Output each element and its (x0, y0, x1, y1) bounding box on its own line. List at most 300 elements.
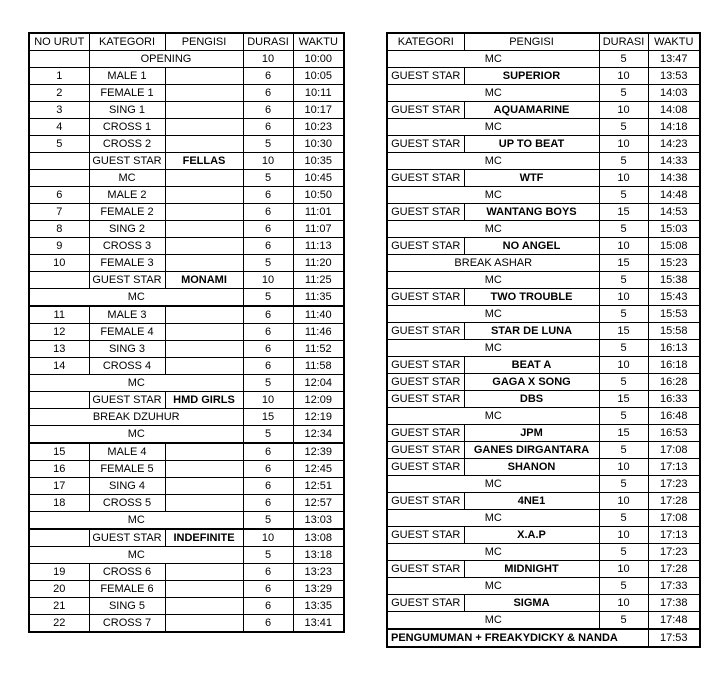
pengisi-cell (165, 324, 243, 341)
durasi-cell: 5 (243, 547, 293, 564)
durasi-cell: 5 (599, 510, 648, 527)
waktu-cell: 11:52 (293, 341, 344, 358)
waktu-cell: 14:48 (648, 187, 700, 204)
no-urut-cell: 21 (29, 598, 89, 615)
table-row (29, 409, 344, 426)
schedule-table-left (28, 32, 345, 633)
table-row (387, 102, 700, 119)
durasi-cell: 10 (243, 272, 293, 289)
pengisi-cell: BEAT A (464, 357, 599, 374)
waktu-cell: 11:35 (293, 289, 344, 307)
durasi-cell: 6 (243, 581, 293, 598)
table-row (387, 51, 700, 68)
no-urut-cell: 15 (29, 443, 89, 461)
kategori-cell: MALE 1 (89, 68, 165, 85)
durasi-cell: 5 (599, 340, 648, 357)
waktu-cell: 12:19 (293, 409, 344, 426)
pengisi-cell (165, 221, 243, 238)
col-header-durasi: DURASI (599, 33, 648, 51)
waktu-cell: 13:08 (293, 529, 344, 547)
table-row (29, 255, 344, 272)
no-urut-cell (29, 529, 89, 547)
waktu-cell: 12:04 (293, 375, 344, 392)
durasi-cell: 10 (599, 170, 648, 187)
pengisi-cell (165, 255, 243, 272)
kategori-cell: CROSS 4 (89, 358, 165, 375)
table-row (29, 119, 344, 136)
no-urut-cell (29, 51, 89, 68)
kategori-cell: GUEST STAR (387, 136, 464, 153)
no-urut-cell (29, 272, 89, 289)
durasi-cell: 5 (599, 119, 648, 136)
waktu-cell: 13:03 (293, 512, 344, 530)
waktu-cell: 11:01 (293, 204, 344, 221)
waktu-cell: 15:08 (648, 238, 700, 255)
table-row (387, 153, 700, 170)
kategori-cell: CROSS 1 (89, 119, 165, 136)
durasi-cell: 6 (243, 495, 293, 512)
pengisi-cell (165, 581, 243, 598)
table-row (29, 85, 344, 102)
row-label-cell: MC (387, 85, 599, 102)
row-label-cell: MC (387, 187, 599, 204)
no-urut-cell: 1 (29, 68, 89, 85)
table-row (29, 238, 344, 255)
kategori-cell: MC (89, 170, 165, 187)
pengisi-cell: SUPERIOR (464, 68, 599, 85)
table-row (29, 512, 344, 530)
no-urut-cell: 5 (29, 136, 89, 153)
durasi-cell: 5 (599, 272, 648, 289)
waktu-cell: 11:40 (293, 306, 344, 324)
kategori-cell: GUEST STAR (387, 374, 464, 391)
waktu-cell: 15:43 (648, 289, 700, 306)
pengisi-cell: GAGA X SONG (464, 374, 599, 391)
waktu-cell: 17:28 (648, 493, 700, 510)
table-row (387, 425, 700, 442)
table-row (387, 408, 700, 425)
pengisi-cell (165, 443, 243, 461)
durasi-cell: 6 (243, 443, 293, 461)
pengisi-cell: DBS (464, 391, 599, 408)
durasi-cell: 6 (243, 306, 293, 324)
table-row (29, 529, 344, 547)
pengisi-cell: WANTANG BOYS (464, 204, 599, 221)
col-header-no-urut: NO URUT (29, 33, 89, 51)
table-row (29, 461, 344, 478)
waktu-cell: 10:23 (293, 119, 344, 136)
waktu-cell: 14:08 (648, 102, 700, 119)
no-urut-cell (29, 153, 89, 170)
kategori-cell: FEMALE 2 (89, 204, 165, 221)
kategori-cell: CROSS 5 (89, 495, 165, 512)
no-urut-cell (29, 170, 89, 187)
pengisi-cell (165, 564, 243, 581)
table-row (29, 68, 344, 85)
pengisi-cell: X.A.P (464, 527, 599, 544)
kategori-cell: GUEST STAR (89, 392, 165, 409)
table-row (387, 289, 700, 306)
durasi-cell: 6 (243, 238, 293, 255)
table-row (29, 478, 344, 495)
row-label-cell: MC (387, 306, 599, 323)
durasi-cell: 6 (243, 187, 293, 204)
row-label-cell: MC (29, 426, 243, 444)
waktu-cell: 17:38 (648, 595, 700, 612)
kategori-cell: GUEST STAR (387, 289, 464, 306)
kategori-cell: GUEST STAR (387, 102, 464, 119)
kategori-cell: GUEST STAR (387, 391, 464, 408)
no-urut-cell: 11 (29, 306, 89, 324)
pengisi-cell: JPM (464, 425, 599, 442)
row-label-cell: MC (29, 289, 243, 307)
pengisi-cell (165, 306, 243, 324)
pengisi-cell (165, 68, 243, 85)
durasi-cell: 6 (243, 85, 293, 102)
durasi-cell: 10 (599, 561, 648, 578)
kategori-cell: SING 1 (89, 102, 165, 119)
schedule-table-right (386, 32, 701, 648)
waktu-cell: 13:18 (293, 547, 344, 564)
waktu-cell: 17:08 (648, 510, 700, 527)
durasi-cell: 5 (599, 221, 648, 238)
table-row (387, 561, 700, 578)
kategori-cell: GUEST STAR (387, 357, 464, 374)
waktu-cell: 13:23 (293, 564, 344, 581)
durasi-cell: 10 (243, 153, 293, 170)
durasi-cell: 10 (243, 51, 293, 68)
no-urut-cell: 16 (29, 461, 89, 478)
kategori-cell: GUEST STAR (387, 493, 464, 510)
table-row (29, 153, 344, 170)
durasi-cell: 5 (599, 544, 648, 561)
table-row (29, 358, 344, 375)
pengisi-cell (165, 85, 243, 102)
table-row (29, 102, 344, 119)
col-header-pengisi: PENGISI (165, 33, 243, 51)
pengisi-cell: MONAMI (165, 272, 243, 289)
durasi-cell: 5 (599, 51, 648, 68)
table-row (29, 495, 344, 512)
kategori-cell: GUEST STAR (89, 272, 165, 289)
table-row (387, 459, 700, 476)
row-label-cell: MC (387, 340, 599, 357)
table-row (387, 187, 700, 204)
pengisi-cell: NO ANGEL (464, 238, 599, 255)
durasi-cell: 10 (599, 595, 648, 612)
table-row (29, 272, 344, 289)
pengisi-cell: AQUAMARINE (464, 102, 599, 119)
waktu-cell: 12:09 (293, 392, 344, 409)
row-label-cell: MC (387, 51, 599, 68)
row-label-cell: MC (387, 153, 599, 170)
waktu-cell: 17:53 (648, 629, 700, 647)
table-row (29, 547, 344, 564)
kategori-cell: GUEST STAR (387, 459, 464, 476)
kategori-cell: FEMALE 4 (89, 324, 165, 341)
waktu-cell: 12:34 (293, 426, 344, 444)
table-row (387, 578, 700, 595)
table-row (29, 564, 344, 581)
durasi-cell: 5 (599, 153, 648, 170)
waktu-cell: 17:23 (648, 544, 700, 561)
table-row (387, 255, 700, 272)
waktu-cell: 11:20 (293, 255, 344, 272)
durasi-cell: 6 (243, 478, 293, 495)
kategori-cell: CROSS 2 (89, 136, 165, 153)
table-row (387, 221, 700, 238)
pengisi-cell (165, 341, 243, 358)
durasi-cell: 10 (599, 289, 648, 306)
pengisi-cell (165, 478, 243, 495)
durasi-cell: 6 (243, 615, 293, 633)
pengisi-cell (165, 136, 243, 153)
table-row (29, 221, 344, 238)
durasi-cell: 5 (243, 255, 293, 272)
pengisi-cell (165, 204, 243, 221)
kategori-cell: SING 4 (89, 478, 165, 495)
pengisi-cell (165, 495, 243, 512)
waktu-cell: 15:03 (648, 221, 700, 238)
durasi-cell: 5 (599, 442, 648, 459)
no-urut-cell: 7 (29, 204, 89, 221)
waktu-cell: 10:17 (293, 102, 344, 119)
waktu-cell: 17:28 (648, 561, 700, 578)
no-urut-cell (29, 392, 89, 409)
waktu-cell: 14:23 (648, 136, 700, 153)
no-urut-cell: 12 (29, 324, 89, 341)
waktu-cell: 11:07 (293, 221, 344, 238)
row-label-cell: MC (387, 221, 599, 238)
table-row (387, 374, 700, 391)
durasi-cell: 10 (599, 238, 648, 255)
col-header-waktu: WAKTU (293, 33, 344, 51)
kategori-cell: FEMALE 3 (89, 255, 165, 272)
durasi-cell: 10 (599, 527, 648, 544)
col-header-waktu: WAKTU (648, 33, 700, 51)
waktu-cell: 13:47 (648, 51, 700, 68)
row-label-cell: BREAK DZUHUR (29, 409, 243, 426)
kategori-cell: GUEST STAR (387, 323, 464, 340)
waktu-cell: 14:53 (648, 204, 700, 221)
table-row (29, 187, 344, 204)
waktu-cell: 17:13 (648, 459, 700, 476)
no-urut-cell: 20 (29, 581, 89, 598)
waktu-cell: 17:33 (648, 578, 700, 595)
table-row (387, 136, 700, 153)
waktu-cell: 12:39 (293, 443, 344, 461)
kategori-cell: CROSS 3 (89, 238, 165, 255)
waktu-cell: 14:18 (648, 119, 700, 136)
durasi-cell: 5 (599, 612, 648, 630)
table-row (387, 119, 700, 136)
kategori-cell: SING 2 (89, 221, 165, 238)
row-label-cell: MC (29, 547, 243, 564)
durasi-cell: 10 (599, 102, 648, 119)
durasi-cell: 5 (599, 306, 648, 323)
durasi-cell: 10 (599, 493, 648, 510)
waktu-cell: 15:53 (648, 306, 700, 323)
kategori-cell: GUEST STAR (387, 527, 464, 544)
header-row (29, 33, 344, 51)
table-row (387, 510, 700, 527)
waktu-cell: 10:11 (293, 85, 344, 102)
durasi-cell: 15 (599, 323, 648, 340)
table-row (387, 595, 700, 612)
table-row (387, 391, 700, 408)
waktu-cell: 13:41 (293, 615, 344, 633)
table-row (387, 357, 700, 374)
table-row (29, 204, 344, 221)
durasi-cell: 5 (599, 408, 648, 425)
pengisi-cell (165, 598, 243, 615)
kategori-cell: GUEST STAR (89, 153, 165, 170)
table-row (29, 392, 344, 409)
kategori-cell: FEMALE 1 (89, 85, 165, 102)
no-urut-cell: 17 (29, 478, 89, 495)
no-urut-cell: 14 (29, 358, 89, 375)
waktu-cell: 10:35 (293, 153, 344, 170)
table-row (387, 442, 700, 459)
kategori-cell: FEMALE 6 (89, 581, 165, 598)
table-row (29, 426, 344, 444)
pengisi-cell (165, 102, 243, 119)
durasi-cell: 5 (599, 374, 648, 391)
pengisi-cell: STAR DE LUNA (464, 323, 599, 340)
table-row (29, 136, 344, 153)
table-row (387, 272, 700, 289)
no-urut-cell: 3 (29, 102, 89, 119)
durasi-cell: 10 (599, 357, 648, 374)
header-row (387, 33, 700, 51)
col-header-kategori: KATEGORI (387, 33, 464, 51)
row-label-cell: MC (387, 476, 599, 493)
durasi-cell: 6 (243, 119, 293, 136)
col-header-durasi: DURASI (243, 33, 293, 51)
row-label-cell: MC (29, 512, 243, 530)
waktu-cell: 10:45 (293, 170, 344, 187)
kategori-cell: SING 5 (89, 598, 165, 615)
waktu-cell: 17:13 (648, 527, 700, 544)
row-label-cell: MC (387, 578, 599, 595)
no-urut-cell: 10 (29, 255, 89, 272)
table-row (387, 85, 700, 102)
waktu-cell: 14:03 (648, 85, 700, 102)
table-row (29, 581, 344, 598)
pengisi-cell (165, 119, 243, 136)
row-label-cell: MC (387, 408, 599, 425)
pengisi-cell: INDEFINITE (165, 529, 243, 547)
kategori-cell: MALE 4 (89, 443, 165, 461)
waktu-cell: 17:23 (648, 476, 700, 493)
kategori-cell: GUEST STAR (387, 561, 464, 578)
pengisi-cell (165, 615, 243, 633)
waktu-cell: 16:28 (648, 374, 700, 391)
pengisi-cell: 4NE1 (464, 493, 599, 510)
pengisi-cell: MIDNIGHT (464, 561, 599, 578)
waktu-cell: 11:46 (293, 324, 344, 341)
waktu-cell: 10:05 (293, 68, 344, 85)
final-label-cell: PENGUMUMAN + FREAKYDICKY & NANDA (387, 629, 648, 647)
waktu-cell: 10:00 (293, 51, 344, 68)
table-row (387, 170, 700, 187)
row-label-cell: MC (387, 510, 599, 527)
pengisi-cell: TWO TROUBLE (464, 289, 599, 306)
kategori-cell: CROSS 6 (89, 564, 165, 581)
table-row (29, 598, 344, 615)
pengisi-cell (165, 358, 243, 375)
kategori-cell: FEMALE 5 (89, 461, 165, 478)
durasi-cell: 10 (599, 68, 648, 85)
row-label-cell: OPENING (89, 51, 243, 68)
waktu-cell: 11:25 (293, 272, 344, 289)
table-row (29, 51, 344, 68)
waktu-cell: 13:29 (293, 581, 344, 598)
waktu-cell: 15:23 (648, 255, 700, 272)
waktu-cell: 11:13 (293, 238, 344, 255)
durasi-cell: 5 (599, 187, 648, 204)
waktu-cell: 17:08 (648, 442, 700, 459)
table-row (387, 476, 700, 493)
table-row (29, 375, 344, 392)
table-row (387, 340, 700, 357)
waktu-cell: 17:48 (648, 612, 700, 630)
durasi-cell: 6 (243, 598, 293, 615)
kategori-cell: GUEST STAR (387, 204, 464, 221)
row-label-cell: MC (29, 375, 243, 392)
row-label-cell: BREAK ASHAR (387, 255, 599, 272)
table-row (387, 323, 700, 340)
no-urut-cell: 22 (29, 615, 89, 633)
pengisi-cell: SHANON (464, 459, 599, 476)
durasi-cell: 6 (243, 341, 293, 358)
table-row (387, 68, 700, 85)
kategori-cell: GUEST STAR (387, 595, 464, 612)
waktu-cell: 10:50 (293, 187, 344, 204)
durasi-cell: 5 (599, 476, 648, 493)
pengisi-cell (165, 170, 243, 187)
durasi-cell: 6 (243, 68, 293, 85)
row-label-cell: MC (387, 272, 599, 289)
durasi-cell: 15 (599, 255, 648, 272)
kategori-cell: GUEST STAR (387, 425, 464, 442)
table-row (387, 629, 700, 647)
durasi-cell: 5 (243, 375, 293, 392)
durasi-cell: 5 (243, 512, 293, 530)
row-label-cell: MC (387, 612, 599, 630)
durasi-cell: 6 (243, 564, 293, 581)
durasi-cell: 5 (599, 578, 648, 595)
col-header-pengisi: PENGISI (464, 33, 599, 51)
waktu-cell: 13:35 (293, 598, 344, 615)
waktu-cell: 16:48 (648, 408, 700, 425)
pengisi-cell: WTF (464, 170, 599, 187)
pengisi-cell (165, 187, 243, 204)
pengisi-cell: SIGMA (464, 595, 599, 612)
pengisi-cell: UP TO BEAT (464, 136, 599, 153)
durasi-cell: 5 (243, 426, 293, 444)
no-urut-cell: 8 (29, 221, 89, 238)
durasi-cell: 5 (243, 289, 293, 307)
table-row (29, 306, 344, 324)
table-row (29, 170, 344, 187)
durasi-cell: 10 (243, 529, 293, 547)
durasi-cell: 6 (243, 102, 293, 119)
durasi-cell: 6 (243, 204, 293, 221)
durasi-cell: 10 (599, 459, 648, 476)
durasi-cell: 10 (243, 392, 293, 409)
no-urut-cell: 9 (29, 238, 89, 255)
